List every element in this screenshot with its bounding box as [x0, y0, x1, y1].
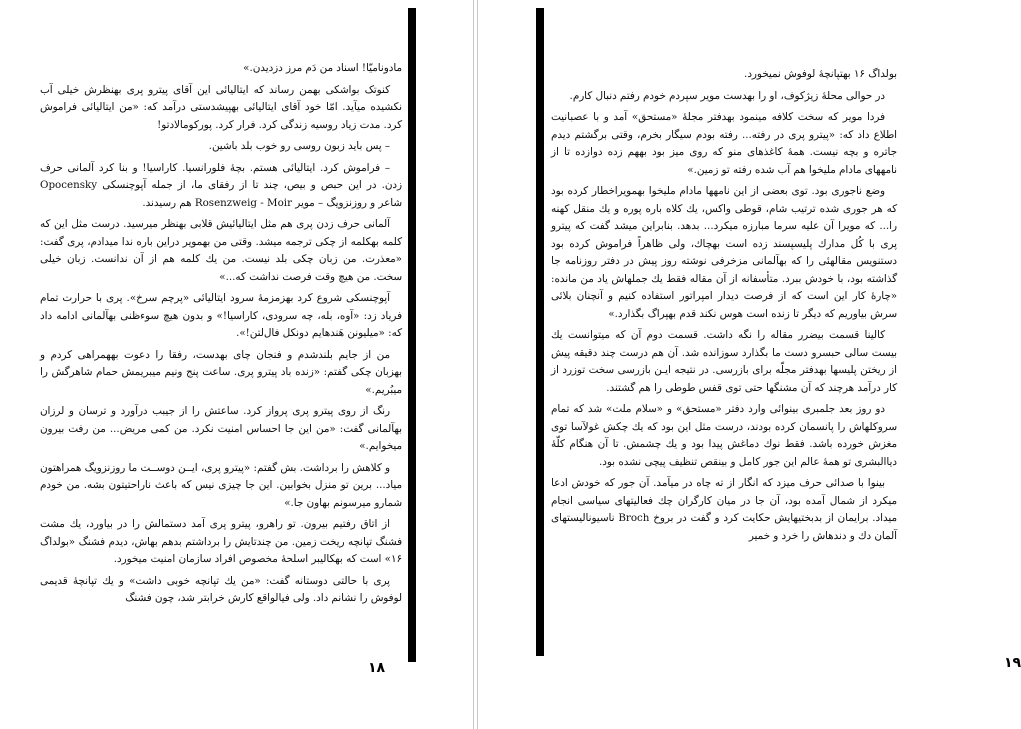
left-margin-bar: [408, 8, 416, 662]
right-page: [477, 0, 1021, 729]
paragraph: وضع ناجوری بود. توی بعضی از این نامهها مادام ملیخوا بهمویراخطار کرده بود که هر جوری شده ترتیب شام، قوطی واکس، یك کلاه باره پوره و یك منقل کهنه را... که مویرا آن علیه سرما مبارزه میکرد... بدهد. بنابراین میشد گفت که پیترو پری با کُل مدارك پلیسپسند زده است بهچاك، ولی ظاهراً فراموش کرده بود دستنویس مقالهئی را که بهآلمانی مزخرفی نوشته روز پیش در دفتر روزنامه جا گذاشته بود، با خودش ببرد. متأسفانه از آن مقاله فقط یك جملهاش یاد من مانده: «چارهٔ کار این است که از فرصت دیدار امپراتور استفاده کنیم و آنچنان بلائی سرش بیاوریم که دیگر تا زنده است هوس نکند قدم بهپراگ بگذارد.»: [551, 185, 897, 320]
paragraph: در حوالی محلهٔ زیژکوف، او را بهدست مویر سپردم خودم رفتم دنبال کارم.: [569, 89, 885, 102]
page-number: ۱۹: [1004, 655, 1021, 671]
right-page-text: [551, 66, 897, 549]
left-page: [0, 0, 474, 729]
paragraph: – فراموش کرد. ایتالیائی هستم. بچهٔ فلورانسیا. کاراسیا! و بنا کرد آلمانی حرف زدن. در این حبص و بیص، چند تا از رفقای ما، از جمله آپوچنسکی Opocensky شاعر و روزنزویگ – مویر Rosenzweig - Moir هم رسیدند.: [40, 161, 402, 209]
paragraph: مادونامیّا! اسناد من دَم مرز دزدیدن.»: [243, 62, 402, 74]
paragraph: رنگ از روی پیترو پری پرواز کرد. ساعتش را از جیبب درآورد و ترسان و لرزان بهآلمانی گفت: «من این جا احساس امنیت نکرد. من کمی مریض... من رفت بیرون میخوایم.»: [40, 405, 402, 452]
paragraph: فردا مویر که سخت کلافه مینمود بهدفتر مجلهٔ «مستحق» آمد و با عصبانیت اطلاع داد که: «پیترو پری در رفته... رفته بودم سیگار بخرم، وقتی برگشتم دیدم جاتره و بچه نیست. همهٔ کاغذهای منو که روی میز بود بههم زده دوازده تا از نامههای مادام ملیخوا هم آب شده رفته تو زمین.»: [551, 111, 897, 176]
paragraph: کنوتک بواشکی بهمن رساند که ایتالیائی این آقای پیترو پری بهنظرش خیلی آب نکشیده میآید. امّا خود آقای ایتالیائی بهپیشدستی درآمد که: «من ایتالیائی فراموش کرد. مدت زیاد روسیه زندگی کرد. فرار کرد. پورکومالادتو!: [40, 83, 402, 131]
paragraph: من از جایم بلندشدم و فنجان چای بهدست، رفقا را دعوت بههمراهی کردم و بهزبان چکی گفتم: «زنده باد پیترو پری. ساعت پنج ونیم میبریمش حمام شاهرگش را میبُریم.»: [40, 348, 402, 396]
right-margin-bar: [536, 8, 544, 656]
page-number: ۱۸: [368, 660, 386, 676]
paragraph: از اتاق رفتیم بیرون. تو راهرو، پیترو پری آمد دستمالش را در بیاورد، یك مشت فشنگ تپانچه ریخت زمین. من چندتایش را برداشتم بدهم بهاش، دیدم فشنگ «بولداگ ۱۶» است که بهکالیبر اسلحهٔ مخصوص افراد سازمان امنیت میخورد.: [40, 518, 402, 565]
paragraph: بولداگ ۱۶ بهتپانچهٔ لوفوش نمیخورد.: [744, 68, 897, 80]
paragraph: – پس باید زبون روسی رو خوب بلد باشین.: [208, 140, 390, 152]
paragraph: پری با حالتی دوستانه گفت: «من یك تپانچه خوبی داشت» و یك تپانچهٔ قدیمی لوفوش را نشانم داد. ولی فیالواقع کارش خرابتر شد، چون فشنگ: [40, 574, 402, 604]
paragraph: بینوا با صدائی حرف میزد که انگار از ته چاه در میآمد. آن جور که خودش ادعا میکرد از شمال آمده بود، آن جا در میان کارگران چك فعالیتهای سیاسی انجام میداد. برایمان از بدبختیهایش حکایت کرد و گفت در بروخ Broch ناسیونالیستهای آلمان دك و دندهاش را خرد و خمیر: [551, 477, 897, 542]
paragraph: آپوچنسکی شروع کرد بهزمزمهٔ سرود ایتالیائی «پرچم سرخ». پری با حرارت تمام فریاد زد: «آوه، بله، چه سرودی، کاراسیا!» و بدون هیچ سوءظنی بهآلمانی ادامه داد که: «میلیونن هَندهایم دونکل فال‌لتن!».: [40, 292, 402, 339]
paragraph: کالینا قسمت بیضرر مقاله را نگه داشت. قسمت دوم آن که میتوانست یك بیست سالی حبسرو دست ما بگذارد سوزانده شد. آن هم درست چند دقیقه پیش از ریختن پلیسها بهدفتر مجلّه برای بازرسی. در نتیجه ایـن بازرسی سخت توزرد از کار درآمد هرچند که آن مشنگها حتی توی قفس طوطی را هم گشتند.: [551, 329, 897, 394]
paragraph: آلمانی حرف زدن پری هم مثل ایتالیائیش قلابی بهنظر میرسید. درست مثل این که کلمه بهکلمه از چکی ترجمه میشد. وقتی من بهمویر دراین باره ندا میدادم، پری گفت: «معذرت. من زبان چکی بلد نیست. من یك کلمه هم از آن ندانست. زبان خیلی سخت. من هیچ وقت فرصت نداشت که...»: [40, 218, 402, 283]
paragraph: و کلاهش را برداشت. بش گفتم: «پیترو پری، ایــن دوســت ما روزنزویگ همراهتون میاد... برین تو منزل بخوابین. این جا چیزی نیس که باعث ناراحتیتون بشه. من خودم شمارو میرسونم بهاون جا.»: [40, 461, 402, 509]
paragraph: دو روز بعد جلمبری بینوائی وارد دفتر «مستحق» و «سلام ملت» شد که تمام سروکلهاش را پانسمان کرده بودند، درست مثل این بود که یك چکش غولآسا توی مغزش خورده باشد. فقط نوك دماغش پیدا بود و یك چشمش. تا آن هنگام کلّهٔ دیاالبشری تو همهٔ عالم این جور کامل و بینقص تنظیف پیچی نشده بود.: [551, 403, 897, 468]
left-page-text: [40, 60, 402, 612]
